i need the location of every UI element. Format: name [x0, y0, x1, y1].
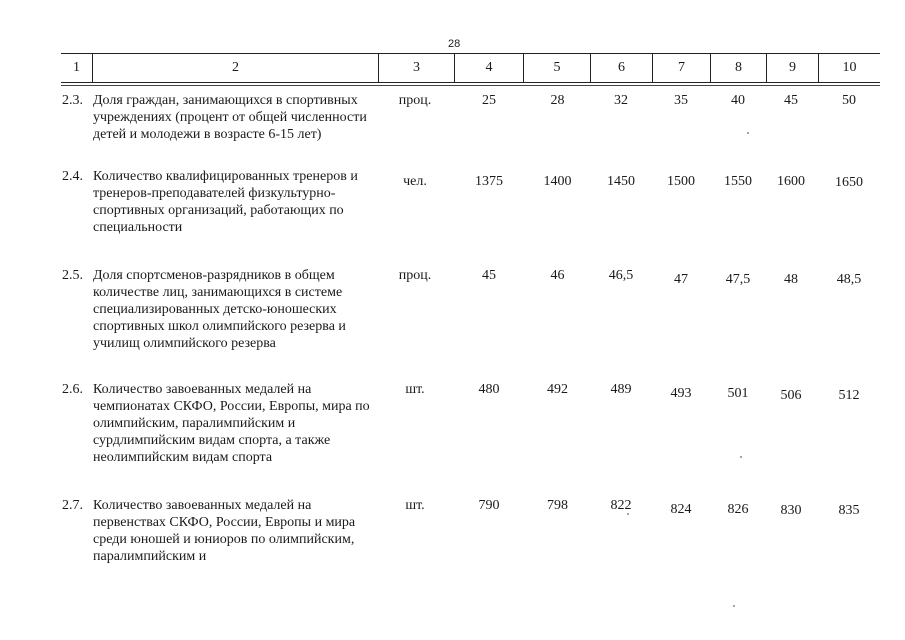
header-col-3: 3 — [378, 54, 454, 82]
row-description: Количество квалифицированных тренеров и тренеров-преподавателей физкультурно-спортивных организаций, работающих по специальности — [93, 169, 358, 235]
row-value-col7: 1500 — [667, 174, 695, 189]
row-value-col4: 45 — [482, 268, 496, 283]
scan-speck — [627, 513, 629, 515]
row-value-col7: 35 — [674, 93, 688, 108]
scan-speck — [747, 132, 749, 134]
row-unit: проц. — [398, 268, 432, 283]
row-value-col5: 46 — [550, 268, 565, 283]
row-value-col6: 822 — [610, 498, 632, 513]
row-value-col9: 830 — [780, 503, 802, 518]
row-value-col6: 46,5 — [608, 268, 634, 283]
header-divider — [61, 85, 880, 86]
header-col-4: 4 — [454, 54, 523, 82]
row-number: 2.4. — [62, 169, 83, 184]
row-unit: шт. — [405, 498, 425, 513]
row-unit: проц. — [398, 93, 432, 108]
row-description: Доля спортсменов-разрядников в общем количестве лиц, занимающихся в системе специализированных детско-юношеских спортивных школ олимпийского резерва и училищ олимпийского резерва — [93, 268, 346, 351]
row-value-col5: 492 — [547, 382, 568, 397]
row-description: Количество завоеванных медалей на чемпионатах СКФО, России, Европы, мира по олимпийским, паралимпийским и сурдлимпийским видам спорта, а также неолимпийским видам спорта — [93, 382, 370, 465]
row-value-col4: 1375 — [475, 174, 503, 189]
header-col-1: 1 — [73, 60, 80, 75]
table-header — [61, 53, 880, 83]
row-value-col10: 50 — [842, 93, 856, 108]
row-value-col9: 48 — [784, 272, 798, 287]
row-value-col8: 826 — [727, 502, 749, 517]
row-value-col4: 25 — [482, 93, 496, 108]
header-col-10: 10 — [818, 54, 880, 82]
row-value-col10: 1650 — [835, 175, 863, 190]
row-number: 2.6. — [62, 382, 83, 397]
header-col-9: 9 — [766, 54, 818, 82]
row-value-col4: 480 — [478, 382, 500, 397]
header-col-8: 8 — [710, 54, 766, 82]
row-value-col6: 32 — [614, 93, 628, 108]
row-value-col7: 824 — [670, 502, 692, 517]
row-value-col5: 28 — [550, 93, 565, 108]
row-unit: чел. — [403, 174, 427, 189]
scan-speck — [740, 456, 742, 458]
row-value-col9: 506 — [780, 388, 802, 403]
row-description: Доля граждан, занимающихся в спортивных учреждениях (процент от общей численности детей и молодежи в возрасте 6-15 лет) — [93, 93, 367, 142]
row-number: 2.7. — [62, 498, 83, 513]
row-number: 2.3. — [62, 93, 83, 108]
scan-speck — [733, 605, 735, 607]
row-value-col5: 1400 — [543, 174, 572, 189]
row-value-col7: 493 — [670, 386, 692, 401]
row-value-col10: 512 — [838, 388, 860, 403]
row-value-col8: 501 — [727, 386, 749, 401]
row-value-col8: 40 — [731, 93, 745, 108]
header-col-2: 2 — [92, 54, 378, 82]
header-col-7: 7 — [652, 54, 710, 82]
header-col-6: 6 — [590, 54, 652, 82]
page-number: 28 — [448, 38, 461, 50]
row-unit: шт. — [405, 382, 425, 397]
row-value-col9: 45 — [784, 93, 798, 108]
row-value-col8: 47,5 — [725, 272, 751, 287]
header-col-5: 5 — [523, 54, 590, 82]
row-value-col9: 1600 — [777, 174, 805, 189]
row-value-col8: 1550 — [724, 174, 752, 189]
row-number: 2.5. — [62, 268, 83, 283]
row-description: Количество завоеванных медалей на первенствах СКФО, России, Европы и мира среди юношей и юниоров по олимпийским, паралимпийским и — [93, 498, 356, 564]
row-value-col5: 798 — [547, 498, 568, 513]
row-value-col6: 1450 — [607, 174, 635, 189]
row-value-col7: 47 — [674, 272, 688, 287]
row-value-col6: 489 — [610, 382, 632, 397]
row-value-col10: 835 — [838, 503, 860, 518]
row-value-col4: 790 — [478, 498, 500, 513]
row-value-col10: 48,5 — [836, 272, 862, 287]
